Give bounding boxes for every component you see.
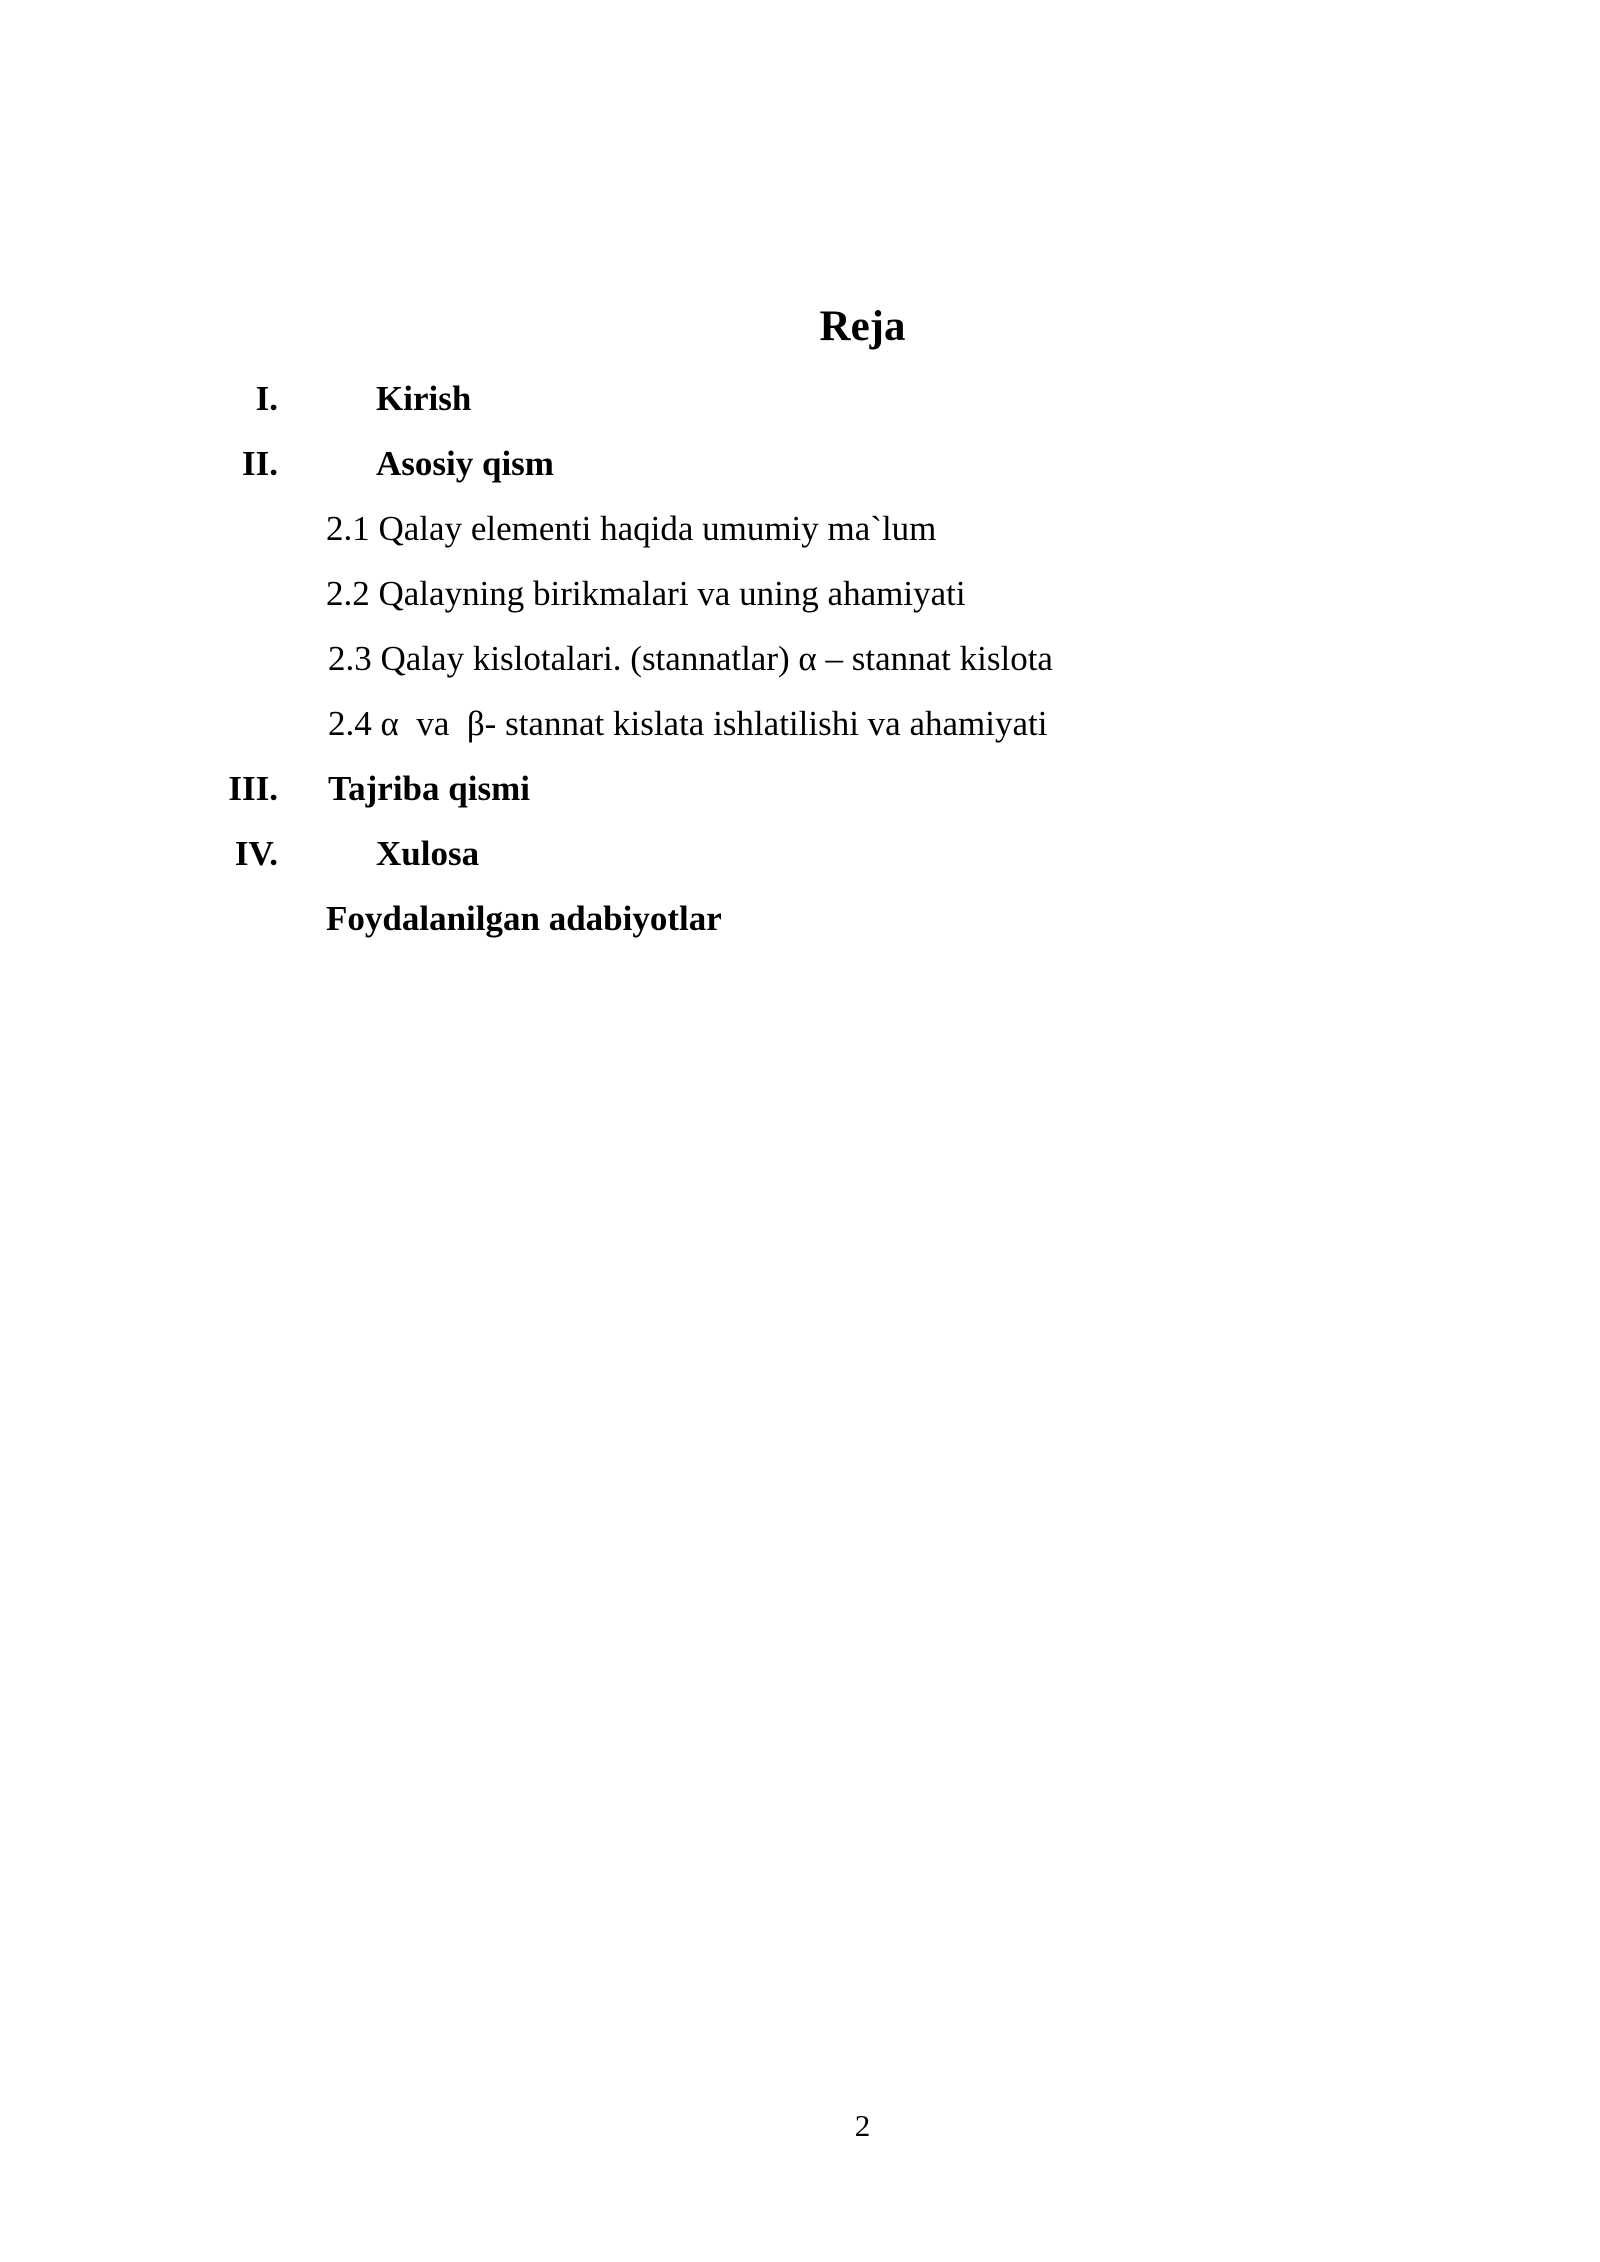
- subsection-2-4: 2.4 α va β- stannat kislata ishlatilishi va ahamiyati: [328, 704, 1048, 743]
- outline-numeral-2: II.: [242, 444, 278, 483]
- outline-item-experimental-part: Tajriba qismi: [328, 769, 530, 808]
- page-title: Reja: [819, 303, 906, 350]
- outline-item-introduction: Kirish: [376, 379, 472, 418]
- outline-item-references: Foydalanilgan adabiyotlar: [326, 899, 722, 938]
- subsection-2-3: 2.3 Qalay kislotalari. (stannatlar) α – stannat kislota: [328, 639, 1053, 678]
- subsection-2-2: 2.2 Qalayning birikmalari va uning ahamiyati: [326, 574, 966, 613]
- outline-item-main-part: Asosiy qism: [376, 444, 554, 483]
- outline-numeral-1: I.: [255, 379, 278, 418]
- outline-numeral-4: IV.: [234, 834, 278, 873]
- outline-numeral-3: III.: [228, 769, 278, 808]
- outline-item-conclusion: Xulosa: [376, 834, 480, 873]
- subsection-2-1: 2.1 Qalay elementi haqida umumiy ma`lum: [326, 509, 937, 548]
- page-number: 2: [854, 2108, 871, 2143]
